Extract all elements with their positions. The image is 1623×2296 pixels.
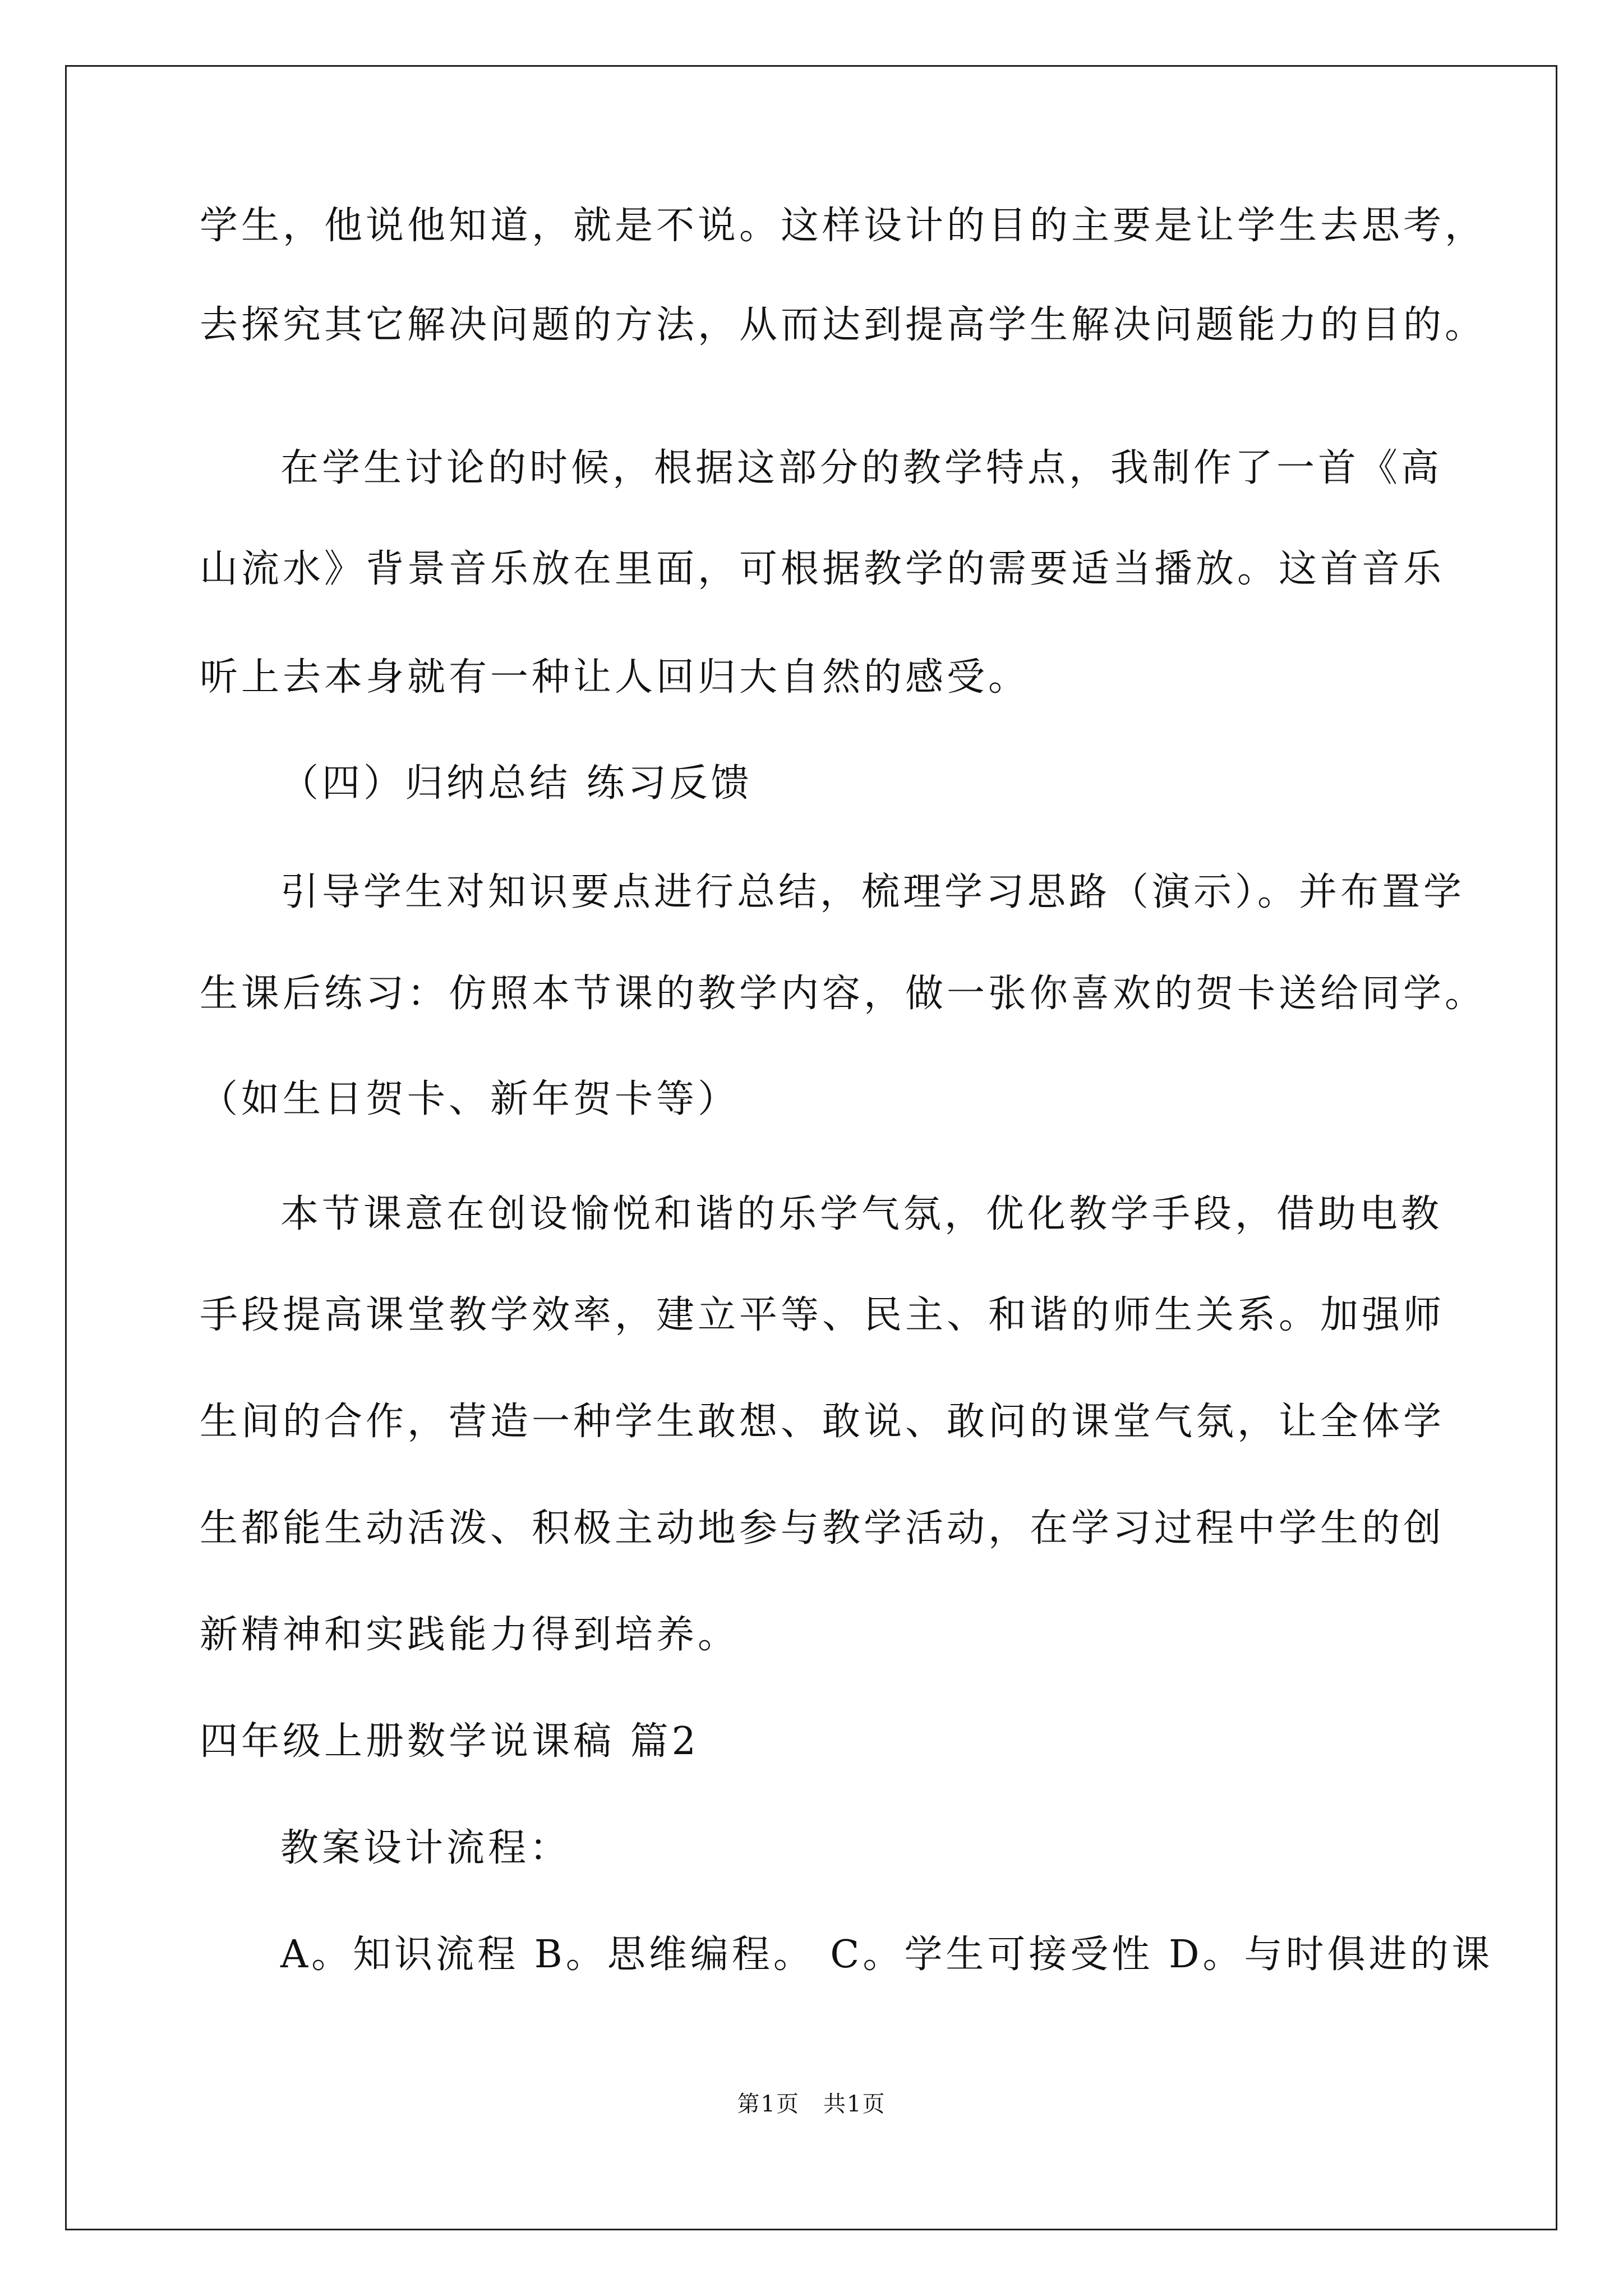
text-line: 手段提高课堂教学效率，建立平等、民主、和谐的师生关系。加强师 <box>200 1293 1445 1337</box>
text-line: 新精神和实践能力得到培养。 <box>200 1613 740 1657</box>
text-line: 去探究其它解决问题的方法，从而达到提高学生解决问题能力的目的。 <box>200 303 1487 347</box>
text-line: 引导学生对知识要点进行总结，梳理学习思路（演示）。并布置学 <box>280 870 1465 914</box>
section-heading: （四）归纳总结 练习反馈 <box>280 761 753 806</box>
text-line: 本节课意在创设愉悦和谐的乐学气氛，优化教学手段，借助电教 <box>280 1192 1443 1236</box>
text-line: 教案设计流程： <box>280 1826 571 1870</box>
text-line: 山流水》背景音乐放在里面，可根据教学的需要适当播放。这首音乐 <box>200 547 1445 591</box>
text-line: 在学生讨论的时候，根据这部分的教学特点，我制作了一首《高 <box>280 446 1443 490</box>
text-line: （如生日贺卡、新年贺卡等） <box>200 1077 740 1121</box>
text-line: 生课后练习：仿照本节课的教学内容，做一张你喜欢的贺卡送给同学。 <box>200 972 1487 1016</box>
page-border <box>65 65 1557 2230</box>
text-line: 生间的合作，营造一种学生敢想、敢说、敢问的课堂气氛，让全体学 <box>200 1400 1445 1444</box>
text-line: A。知识流程 B。思维编程。 C。学生可接受性 D。与时俱进的课 <box>280 1932 1493 1977</box>
article-title: 四年级上册数学说课稿 篇2 <box>200 1719 699 1764</box>
text-line: 生都能生动活泼、积极主动地参与教学活动，在学习过程中学生的创 <box>200 1506 1445 1550</box>
text-line: 听上去本身就有一种让人回归大自然的感受。 <box>200 655 1030 700</box>
page-footer: 第1页 共1页 <box>737 2091 886 2117</box>
text-line: 学生，他说他知道，就是不说。这样设计的目的主要是让学生去思考， <box>200 204 1487 248</box>
